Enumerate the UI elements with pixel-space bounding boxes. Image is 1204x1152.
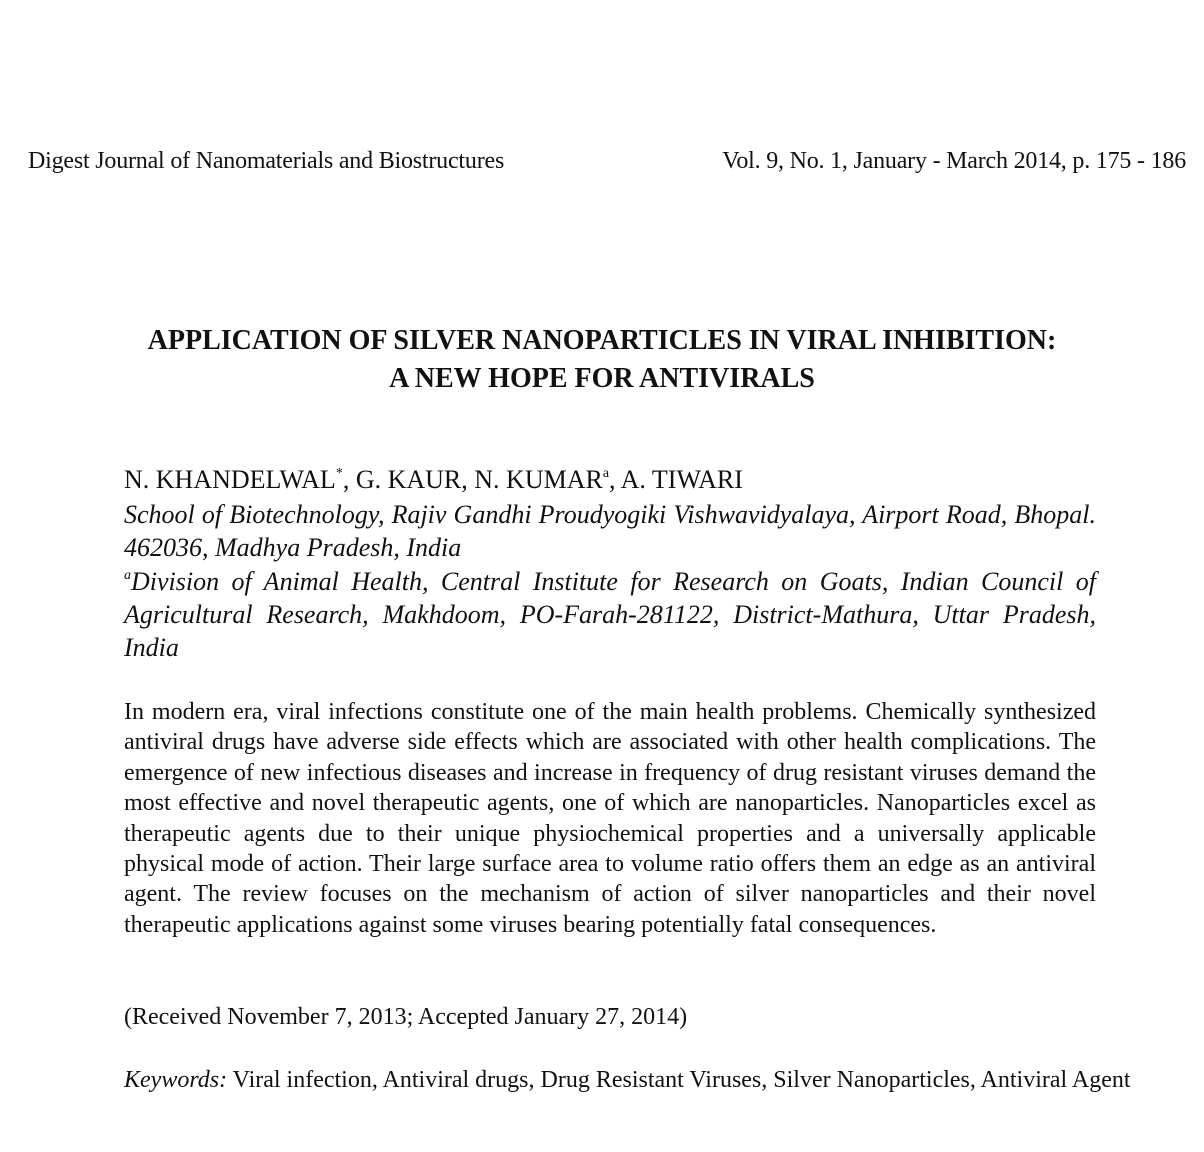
paper-title — [40, 322, 1164, 398]
affiliation-1: School of Biotechnology, Rajiv Gandhi Proudyogiki Vishwavidyalaya, Airport Road, Bhopal. 462036, Madhya Pradesh, India — [124, 500, 1096, 562]
affiliation-text: Division of Animal Health, Central Institute for Research on Goats, Indian Council of Agricultural Research, Makhdoom, PO-Farah-281122, District-Mathura, Uttar Pradesh, India — [124, 567, 1096, 662]
abstract: In modern era, viral infections constitute one of the main health problems. Chemically synthesized antiviral drugs have adverse side effects which are associated with other health complications. The emergence of new infectious diseases and increase in frequency of drug resistant viruses demand the most effective and novel therapeutic agents, one of which are nanoparticles. Nanoparticles excel as therapeutic agents due to their unique physiochemical properties and a universally applicable physical mode of action. Their large surface area to volume ratio offers them an edge as an antiviral agent. The review focuses on the mechanism of action of silver nanoparticles and their novel therapeutic applications against some viruses bearing potentially fatal consequences. — [124, 699, 1096, 938]
keywords-text: Viral infection, Antiviral drugs, Drug Resistant Viruses, Silver Nanoparticles, Antiviral Agent — [227, 1067, 1131, 1093]
affiliation-2 — [124, 565, 1096, 664]
corresponding-author-mark: * — [335, 466, 343, 481]
journal-name: Digest Journal of Nanomaterials and Biostructures — [28, 148, 505, 174]
volume-info: Vol. 9, No. 1, January - March 2014, p. 175 - 186 — [722, 148, 1186, 174]
keywords — [124, 1065, 1204, 1095]
author-name: , A. TIWARI — [609, 465, 743, 494]
author-list — [124, 463, 1096, 496]
received-dates: (Received November 7, 2013; Accepted January 27, 2014) — [124, 1004, 688, 1030]
affiliation-mark: a — [602, 466, 610, 481]
title-line-2: A NEW HOPE FOR ANTIVIRALS — [389, 363, 815, 394]
keywords-label: Keywords: — [124, 1067, 228, 1093]
title-line-1: APPLICATION OF SILVER NANOPARTICLES IN VIRAL INHIBITION: — [147, 325, 1057, 356]
author-name: , G. KAUR, N. KUMAR — [342, 465, 603, 494]
author-name: N. KHANDELWAL — [124, 465, 336, 494]
affiliation-mark: a — [124, 568, 131, 583]
